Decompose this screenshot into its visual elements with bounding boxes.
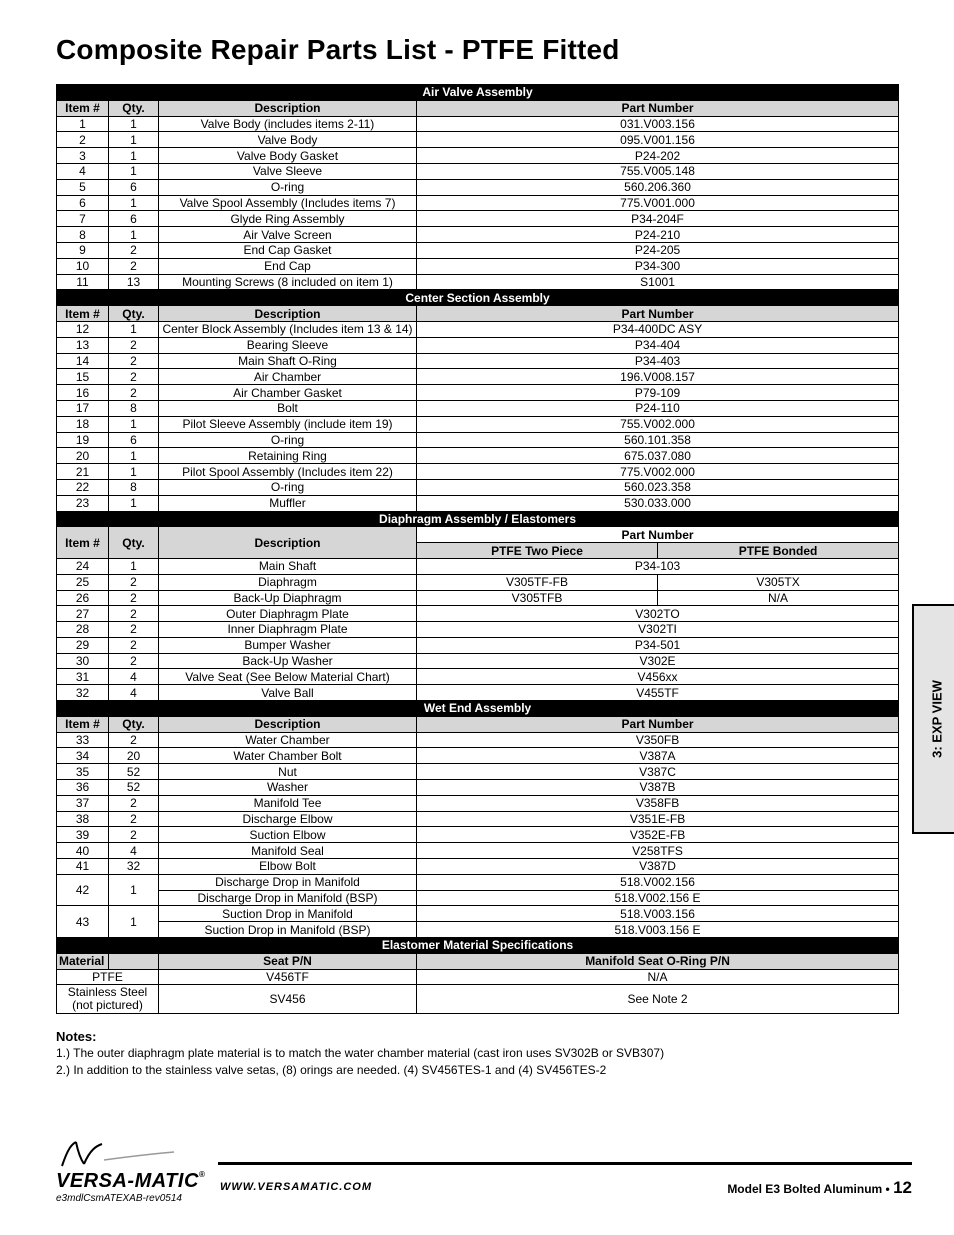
item-number: 12 xyxy=(57,321,109,337)
part-number: 775.V002.000 xyxy=(417,464,899,480)
description: Pilot Spool Assembly (Includes item 22) xyxy=(159,464,417,480)
part-number: V456xx xyxy=(417,669,899,685)
notes-title: Notes: xyxy=(56,1029,97,1044)
quantity: 4 xyxy=(109,669,159,685)
table-row xyxy=(57,448,899,464)
part-number: 196.V008.157 xyxy=(417,369,899,385)
description: Back-Up Washer xyxy=(159,653,417,669)
section-header xyxy=(57,85,899,101)
item-number: 10 xyxy=(57,258,109,274)
quantity: 1 xyxy=(109,195,159,211)
col-description: Description xyxy=(159,716,417,732)
quantity: 1 xyxy=(109,227,159,243)
item-number: 14 xyxy=(57,353,109,369)
note-1: 1.) The outer diaphragm plate material is to match the water chamber material (cast iron uses SV302B or SVB307) xyxy=(56,1046,665,1060)
part-number: 518.V002.156 E xyxy=(417,890,899,906)
quantity: 2 xyxy=(109,590,159,606)
table-row xyxy=(57,163,899,179)
description: Retaining Ring xyxy=(159,448,417,464)
table-row xyxy=(57,622,899,638)
item-number: 13 xyxy=(57,337,109,353)
table-row xyxy=(57,337,899,353)
description: Valve Body xyxy=(159,132,417,148)
manifold-seat-pn: See Note 2 xyxy=(417,985,899,1014)
description: Valve Body (includes items 2-11) xyxy=(159,116,417,132)
item-number: 35 xyxy=(57,764,109,780)
quantity: 2 xyxy=(109,242,159,258)
table-row xyxy=(57,748,899,764)
description: O-ring xyxy=(159,479,417,495)
part-number: P34-403 xyxy=(417,353,899,369)
description: End Cap Gasket xyxy=(159,242,417,258)
col-part-number: Part Number xyxy=(417,716,899,732)
part-number: V258TFS xyxy=(417,843,899,859)
part-number: V387D xyxy=(417,859,899,875)
model-name: Model E3 Bolted Aluminum • xyxy=(727,1182,894,1196)
description: Washer xyxy=(159,780,417,796)
description: Suction Drop in Manifold (BSP) xyxy=(159,922,417,938)
col-qty: Qty. xyxy=(109,527,159,559)
item-number: 3 xyxy=(57,148,109,164)
col-seat-pn: Seat P/N xyxy=(159,953,417,969)
part-number: 095.V001.156 xyxy=(417,132,899,148)
item-number: 26 xyxy=(57,590,109,606)
part-number: 560.206.360 xyxy=(417,179,899,195)
part-number: 518.V003.156 xyxy=(417,906,899,922)
item-number: 27 xyxy=(57,606,109,622)
table-row xyxy=(57,732,899,748)
part-number: V302TI xyxy=(417,622,899,638)
col-item: Item # xyxy=(57,527,109,559)
quantity: 2 xyxy=(109,574,159,590)
vm-swoosh-icon xyxy=(56,1140,176,1170)
description: Suction Elbow xyxy=(159,827,417,843)
quantity: 2 xyxy=(109,258,159,274)
part-number: V455TF xyxy=(417,685,899,701)
table-row xyxy=(57,859,899,875)
part-number: 031.V003.156 xyxy=(417,116,899,132)
model-page-label xyxy=(727,1178,912,1198)
table-row xyxy=(57,132,899,148)
col-part-number: Part Number xyxy=(417,527,899,543)
description: Center Block Assembly (Includes item 13 & 14) xyxy=(159,321,417,337)
table-row xyxy=(57,274,899,290)
part-number-two-piece: V305TFB xyxy=(417,590,658,606)
item-number: 15 xyxy=(57,369,109,385)
description: Diaphragm xyxy=(159,574,417,590)
description: Glyde Ring Assembly xyxy=(159,211,417,227)
quantity: 2 xyxy=(109,732,159,748)
item-number: 19 xyxy=(57,432,109,448)
description: Muffler xyxy=(159,495,417,511)
part-number: P34-404 xyxy=(417,337,899,353)
item-number: 4 xyxy=(57,163,109,179)
description: Discharge Drop in Manifold xyxy=(159,874,417,890)
table-row xyxy=(57,432,899,448)
part-number-two-piece: V305TF-FB xyxy=(417,574,658,590)
item-number: 24 xyxy=(57,558,109,574)
section-header xyxy=(57,511,899,527)
item-number: 30 xyxy=(57,653,109,669)
table-row xyxy=(57,606,899,622)
part-number: P24-110 xyxy=(417,400,899,416)
table-row xyxy=(57,400,899,416)
table-row xyxy=(57,574,899,590)
quantity: 52 xyxy=(109,780,159,796)
quantity: 2 xyxy=(109,827,159,843)
table-row xyxy=(57,906,899,922)
col-material: Material xyxy=(57,953,109,969)
quantity: 2 xyxy=(109,795,159,811)
description: Valve Ball xyxy=(159,685,417,701)
col-item: Item # xyxy=(57,306,109,322)
table-row xyxy=(57,369,899,385)
part-number: V302TO xyxy=(417,606,899,622)
part-number: 530.033.000 xyxy=(417,495,899,511)
quantity: 8 xyxy=(109,400,159,416)
description: Nut xyxy=(159,764,417,780)
table-row xyxy=(57,385,899,401)
col-part-number: Part Number xyxy=(417,100,899,116)
quantity: 1 xyxy=(109,321,159,337)
quantity: 1 xyxy=(109,163,159,179)
quantity: 2 xyxy=(109,385,159,401)
description: Main Shaft O-Ring xyxy=(159,353,417,369)
part-number: 518.V003.156 E xyxy=(417,922,899,938)
quantity: 6 xyxy=(109,179,159,195)
col-qty: Qty. xyxy=(109,306,159,322)
table-row xyxy=(57,211,899,227)
part-number-bonded: V305TX xyxy=(658,574,899,590)
part-number: 560.023.358 xyxy=(417,479,899,495)
item-number: 33 xyxy=(57,732,109,748)
description: Suction Drop in Manifold xyxy=(159,906,417,922)
table-row xyxy=(57,827,899,843)
description: Back-Up Diaphragm xyxy=(159,590,417,606)
item-number: 28 xyxy=(57,622,109,638)
description: Manifold Tee xyxy=(159,795,417,811)
col-description: Description xyxy=(159,527,417,559)
col-part-number: Part Number xyxy=(417,306,899,322)
quantity: 52 xyxy=(109,764,159,780)
table-row xyxy=(57,653,899,669)
col-qty: Qty. xyxy=(109,716,159,732)
section-title: Diaphragm Assembly / Elastomers xyxy=(57,511,899,527)
item-number: 22 xyxy=(57,479,109,495)
table-row xyxy=(57,321,899,337)
description: Elbow Bolt xyxy=(159,859,417,875)
table-row xyxy=(57,148,899,164)
item-number: 6 xyxy=(57,195,109,211)
item-number: 40 xyxy=(57,843,109,859)
part-number: 675.037.080 xyxy=(417,448,899,464)
table-row xyxy=(57,479,899,495)
column-header-row xyxy=(57,716,899,732)
item-number: 36 xyxy=(57,780,109,796)
item-number: 31 xyxy=(57,669,109,685)
table-row xyxy=(57,890,899,906)
item-number: 41 xyxy=(57,859,109,875)
section-side-tab[interactable] xyxy=(912,604,954,834)
quantity: 2 xyxy=(109,337,159,353)
material: Stainless Steel (not pictured) xyxy=(57,985,159,1014)
description: Valve Sleeve xyxy=(159,163,417,179)
description: Bearing Sleeve xyxy=(159,337,417,353)
part-number: V358FB xyxy=(417,795,899,811)
description: Manifold Seal xyxy=(159,843,417,859)
table-row xyxy=(57,464,899,480)
item-number: 16 xyxy=(57,385,109,401)
col-manifold-seat: Manifold Seat O-Ring P/N xyxy=(417,953,899,969)
quantity: 1 xyxy=(109,906,159,938)
description: Discharge Elbow xyxy=(159,811,417,827)
quantity: 1 xyxy=(109,116,159,132)
item-number: 20 xyxy=(57,448,109,464)
table-row xyxy=(57,874,899,890)
part-number: 755.V005.148 xyxy=(417,163,899,179)
table-row xyxy=(57,227,899,243)
table-row xyxy=(57,922,899,938)
item-number: 38 xyxy=(57,811,109,827)
column-header-row xyxy=(57,306,899,322)
part-number: V387B xyxy=(417,780,899,796)
description: Bumper Washer xyxy=(159,637,417,653)
section-header xyxy=(57,701,899,717)
item-number: 21 xyxy=(57,464,109,480)
item-number: 11 xyxy=(57,274,109,290)
col-description: Description xyxy=(159,100,417,116)
part-number: 775.V001.000 xyxy=(417,195,899,211)
table-row xyxy=(57,811,899,827)
part-number: 560.101.358 xyxy=(417,432,899,448)
item-number: 29 xyxy=(57,637,109,653)
column-header-row xyxy=(57,527,899,543)
table-row xyxy=(57,353,899,369)
col-qty: Qty. xyxy=(109,100,159,116)
column-header-row xyxy=(57,953,899,969)
quantity: 4 xyxy=(109,843,159,859)
table-row xyxy=(57,780,899,796)
section-title: Center Section Assembly xyxy=(57,290,899,306)
item-number: 32 xyxy=(57,685,109,701)
table-row xyxy=(57,116,899,132)
seat-pn: SV456 xyxy=(159,985,417,1014)
part-number: V351E-FB xyxy=(417,811,899,827)
quantity: 1 xyxy=(109,148,159,164)
quantity: 6 xyxy=(109,211,159,227)
item-number: 39 xyxy=(57,827,109,843)
table-row xyxy=(57,242,899,258)
quantity: 1 xyxy=(109,558,159,574)
description: Valve Spool Assembly (Includes items 7) xyxy=(159,195,417,211)
part-number: P34-501 xyxy=(417,637,899,653)
part-number: P79-109 xyxy=(417,385,899,401)
table-row xyxy=(57,558,899,574)
notes xyxy=(56,1028,664,1079)
item-number: 1 xyxy=(57,116,109,132)
quantity: 2 xyxy=(109,811,159,827)
table-row xyxy=(57,969,899,985)
part-number: 755.V002.000 xyxy=(417,416,899,432)
description: Main Shaft xyxy=(159,558,417,574)
quantity: 8 xyxy=(109,479,159,495)
part-number: P24-210 xyxy=(417,227,899,243)
section-title: Elastomer Material Specifications xyxy=(57,938,899,954)
footer-rule xyxy=(218,1162,912,1165)
description: Water Chamber xyxy=(159,732,417,748)
side-tab-label: 3: EXP VIEW xyxy=(929,680,945,758)
part-number: V387A xyxy=(417,748,899,764)
section-title: Air Valve Assembly xyxy=(57,85,899,101)
item-number: 23 xyxy=(57,495,109,511)
table-row xyxy=(57,764,899,780)
item-number: 5 xyxy=(57,179,109,195)
item-number: 17 xyxy=(57,400,109,416)
table-row xyxy=(57,195,899,211)
part-number: V352E-FB xyxy=(417,827,899,843)
part-number: V387C xyxy=(417,764,899,780)
quantity: 1 xyxy=(109,495,159,511)
description: O-ring xyxy=(159,179,417,195)
table-row xyxy=(57,179,899,195)
item-number: 8 xyxy=(57,227,109,243)
table-row xyxy=(57,495,899,511)
description: Inner Diaphragm Plate xyxy=(159,622,417,638)
description: Air Valve Screen xyxy=(159,227,417,243)
quantity: 2 xyxy=(109,369,159,385)
manifold-seat-pn: N/A xyxy=(417,969,899,985)
versa-matic-logo: VERSA-MATIC® xyxy=(56,1140,176,1175)
item-number: 42 xyxy=(57,874,109,906)
item-number: 25 xyxy=(57,574,109,590)
part-number: P34-103 xyxy=(417,558,899,574)
quantity: 1 xyxy=(109,464,159,480)
material: PTFE xyxy=(57,969,159,985)
description: Valve Seat (See Below Material Chart) xyxy=(159,669,417,685)
col-ptfe-bonded: PTFE Bonded xyxy=(658,543,899,559)
item-number: 2 xyxy=(57,132,109,148)
description: Outer Diaphragm Plate xyxy=(159,606,417,622)
quantity: 2 xyxy=(109,353,159,369)
item-number: 43 xyxy=(57,906,109,938)
brand-name: VERSA-MATIC xyxy=(56,1170,199,1192)
quantity: 2 xyxy=(109,622,159,638)
table-row xyxy=(57,843,899,859)
description: Water Chamber Bolt xyxy=(159,748,417,764)
part-number: P34-400DC ASY xyxy=(417,321,899,337)
col-item: Item # xyxy=(57,716,109,732)
quantity: 1 xyxy=(109,874,159,906)
note-2: 2.) In addition to the stainless valve setas, (8) orings are needed. (4) SV456TES-1 and (4) SV456TES-2 xyxy=(56,1063,607,1077)
column-header-row xyxy=(57,100,899,116)
table-row xyxy=(57,637,899,653)
item-number: 37 xyxy=(57,795,109,811)
quantity: 2 xyxy=(109,606,159,622)
quantity: 2 xyxy=(109,653,159,669)
section-title: Wet End Assembly xyxy=(57,701,899,717)
part-number: P24-205 xyxy=(417,242,899,258)
page-title: Composite Repair Parts List - PTFE Fitted xyxy=(56,34,620,65)
quantity: 1 xyxy=(109,132,159,148)
col-description: Description xyxy=(159,306,417,322)
quantity: 13 xyxy=(109,274,159,290)
item-number: 9 xyxy=(57,242,109,258)
quantity: 20 xyxy=(109,748,159,764)
description: Air Chamber Gasket xyxy=(159,385,417,401)
quantity: 32 xyxy=(109,859,159,875)
item-number: 34 xyxy=(57,748,109,764)
quantity: 4 xyxy=(109,685,159,701)
section-header xyxy=(57,290,899,306)
part-number: P34-204F xyxy=(417,211,899,227)
part-number-bonded: N/A xyxy=(658,590,899,606)
section-header xyxy=(57,938,899,954)
parts-table xyxy=(56,84,899,1014)
description: Discharge Drop in Manifold (BSP) xyxy=(159,890,417,906)
description: Bolt xyxy=(159,400,417,416)
part-number: P34-300 xyxy=(417,258,899,274)
description: Pilot Sleeve Assembly (include item 19) xyxy=(159,416,417,432)
table-row xyxy=(57,669,899,685)
col-ptfe-two-piece: PTFE Two Piece xyxy=(417,543,658,559)
page-number: 12 xyxy=(893,1178,912,1197)
table-row xyxy=(57,416,899,432)
col-blank xyxy=(109,953,159,969)
table-row xyxy=(57,985,899,1014)
part-number: S1001 xyxy=(417,274,899,290)
table-row xyxy=(57,258,899,274)
item-number: 7 xyxy=(57,211,109,227)
item-number: 18 xyxy=(57,416,109,432)
part-number: V350FB xyxy=(417,732,899,748)
quantity: 6 xyxy=(109,432,159,448)
description: O-ring xyxy=(159,432,417,448)
quantity: 1 xyxy=(109,448,159,464)
website-link[interactable]: WWW.VERSAMATIC.COM xyxy=(220,1181,373,1193)
quantity: 2 xyxy=(109,637,159,653)
part-number: V302E xyxy=(417,653,899,669)
table-row xyxy=(57,590,899,606)
document-id: e3mdlCsmATEXAB-rev0514 xyxy=(56,1193,182,1204)
col-item: Item # xyxy=(57,100,109,116)
table-row xyxy=(57,685,899,701)
quantity: 1 xyxy=(109,416,159,432)
description: Valve Body Gasket xyxy=(159,148,417,164)
description: Air Chamber xyxy=(159,369,417,385)
table-row xyxy=(57,795,899,811)
part-number: 518.V002.156 xyxy=(417,874,899,890)
description: End Cap xyxy=(159,258,417,274)
seat-pn: V456TF xyxy=(159,969,417,985)
description: Mounting Screws (8 included on item 1) xyxy=(159,274,417,290)
part-number: P24-202 xyxy=(417,148,899,164)
